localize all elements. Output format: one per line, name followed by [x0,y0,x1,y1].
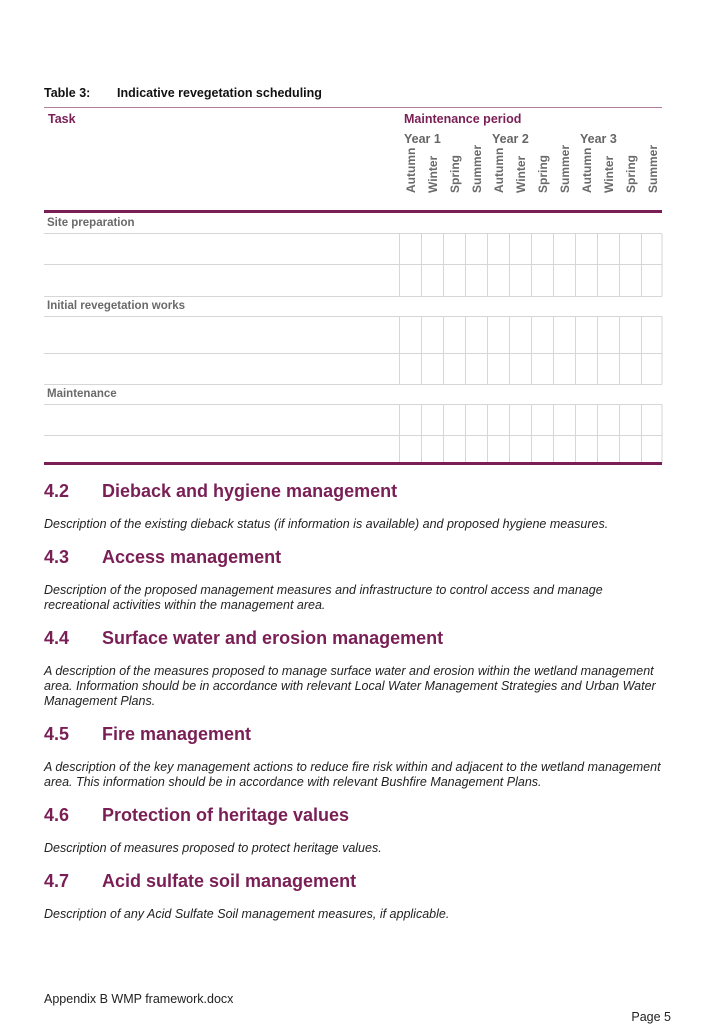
section-number: 4.2 [44,481,70,501]
season-header [532,143,554,207]
section-number: 4.6 [44,805,70,825]
season-label: Winter [426,155,440,193]
table-caption-number: Table 3: [44,86,91,100]
section-heading-4-7 [44,871,356,892]
task-column-header: Task [48,112,76,126]
year-2-header: Year 2 [492,132,529,146]
season-header [510,143,532,207]
section-body-4-5: A description of the key management actions to reduce fire risk within and adjacent to the wetland management area. This information should be in accordance with relevant Bushfire Management Plans. [44,760,661,789]
season-header [422,143,444,207]
season-label: Spring [624,155,638,193]
section-title: Dieback and hygiene management [102,481,398,501]
section-body-4-7: Description of any Acid Sulfate Soil management measures, if applicable. [44,907,450,921]
section-title: Protection of heritage values [102,805,350,825]
season-header [444,143,466,207]
revegetation-table-grid [0,0,706,480]
season-header [466,143,488,207]
season-header [576,143,598,207]
season-label: Summer [558,144,572,193]
season-header [400,143,422,207]
section-heading-4-4 [44,628,443,649]
season-label: Spring [536,155,550,193]
season-label: Winter [602,155,616,193]
year-3-header: Year 3 [580,132,617,146]
page-number: Page 5 [631,1010,671,1024]
section-heading-4-5 [44,724,251,745]
year-1-header: Year 1 [404,132,441,146]
season-label: Autumn [404,147,418,193]
season-label: Autumn [492,147,506,193]
section-row-maintenance: Maintenance [47,388,117,400]
season-header [554,143,576,207]
section-body-4-6: Description of measures proposed to protect heritage values. [44,841,382,855]
section-number: 4.4 [44,628,70,648]
season-label: Summer [470,144,484,193]
section-heading-4-3 [44,547,281,568]
section-number: 4.7 [44,871,70,891]
section-title: Acid sulfate soil management [102,871,357,891]
section-number: 4.3 [44,547,70,567]
section-body-4-2: Description of the existing dieback status (if information is available) and proposed hygiene measures. [44,517,609,531]
season-header [598,143,620,207]
section-row-initial-revegetation: Initial revegetation works [47,300,186,312]
season-label: Autumn [580,147,594,193]
section-body-4-3: Description of the proposed management measures and infrastructure to control access and manage recreational activities within the management area. [44,583,603,612]
season-label: Summer [646,144,660,193]
table-caption-title: Indicative revegetation scheduling [117,86,322,100]
section-row-site-preparation: Site preparation [47,217,135,229]
section-title: Access management [102,547,282,567]
season-label: Winter [514,155,528,193]
section-heading-4-2 [44,481,397,502]
section-number: 4.5 [44,724,70,744]
maintenance-period-header: Maintenance period [404,112,522,126]
season-header [620,143,642,207]
section-body-4-4: A description of the measures proposed to manage surface water and erosion within the wetland management area. Information should be in accordance with relevant Local Water Management Strategies and Urban Water Management Plans. [44,664,656,708]
section-title: Surface water and erosion management [102,628,444,648]
season-label: Spring [448,155,462,193]
section-heading-4-6 [44,805,349,826]
footer-filename: Appendix B WMP framework.docx [44,992,234,1006]
section-title: Fire management [102,724,252,744]
season-header [642,143,664,207]
season-header [488,143,510,207]
